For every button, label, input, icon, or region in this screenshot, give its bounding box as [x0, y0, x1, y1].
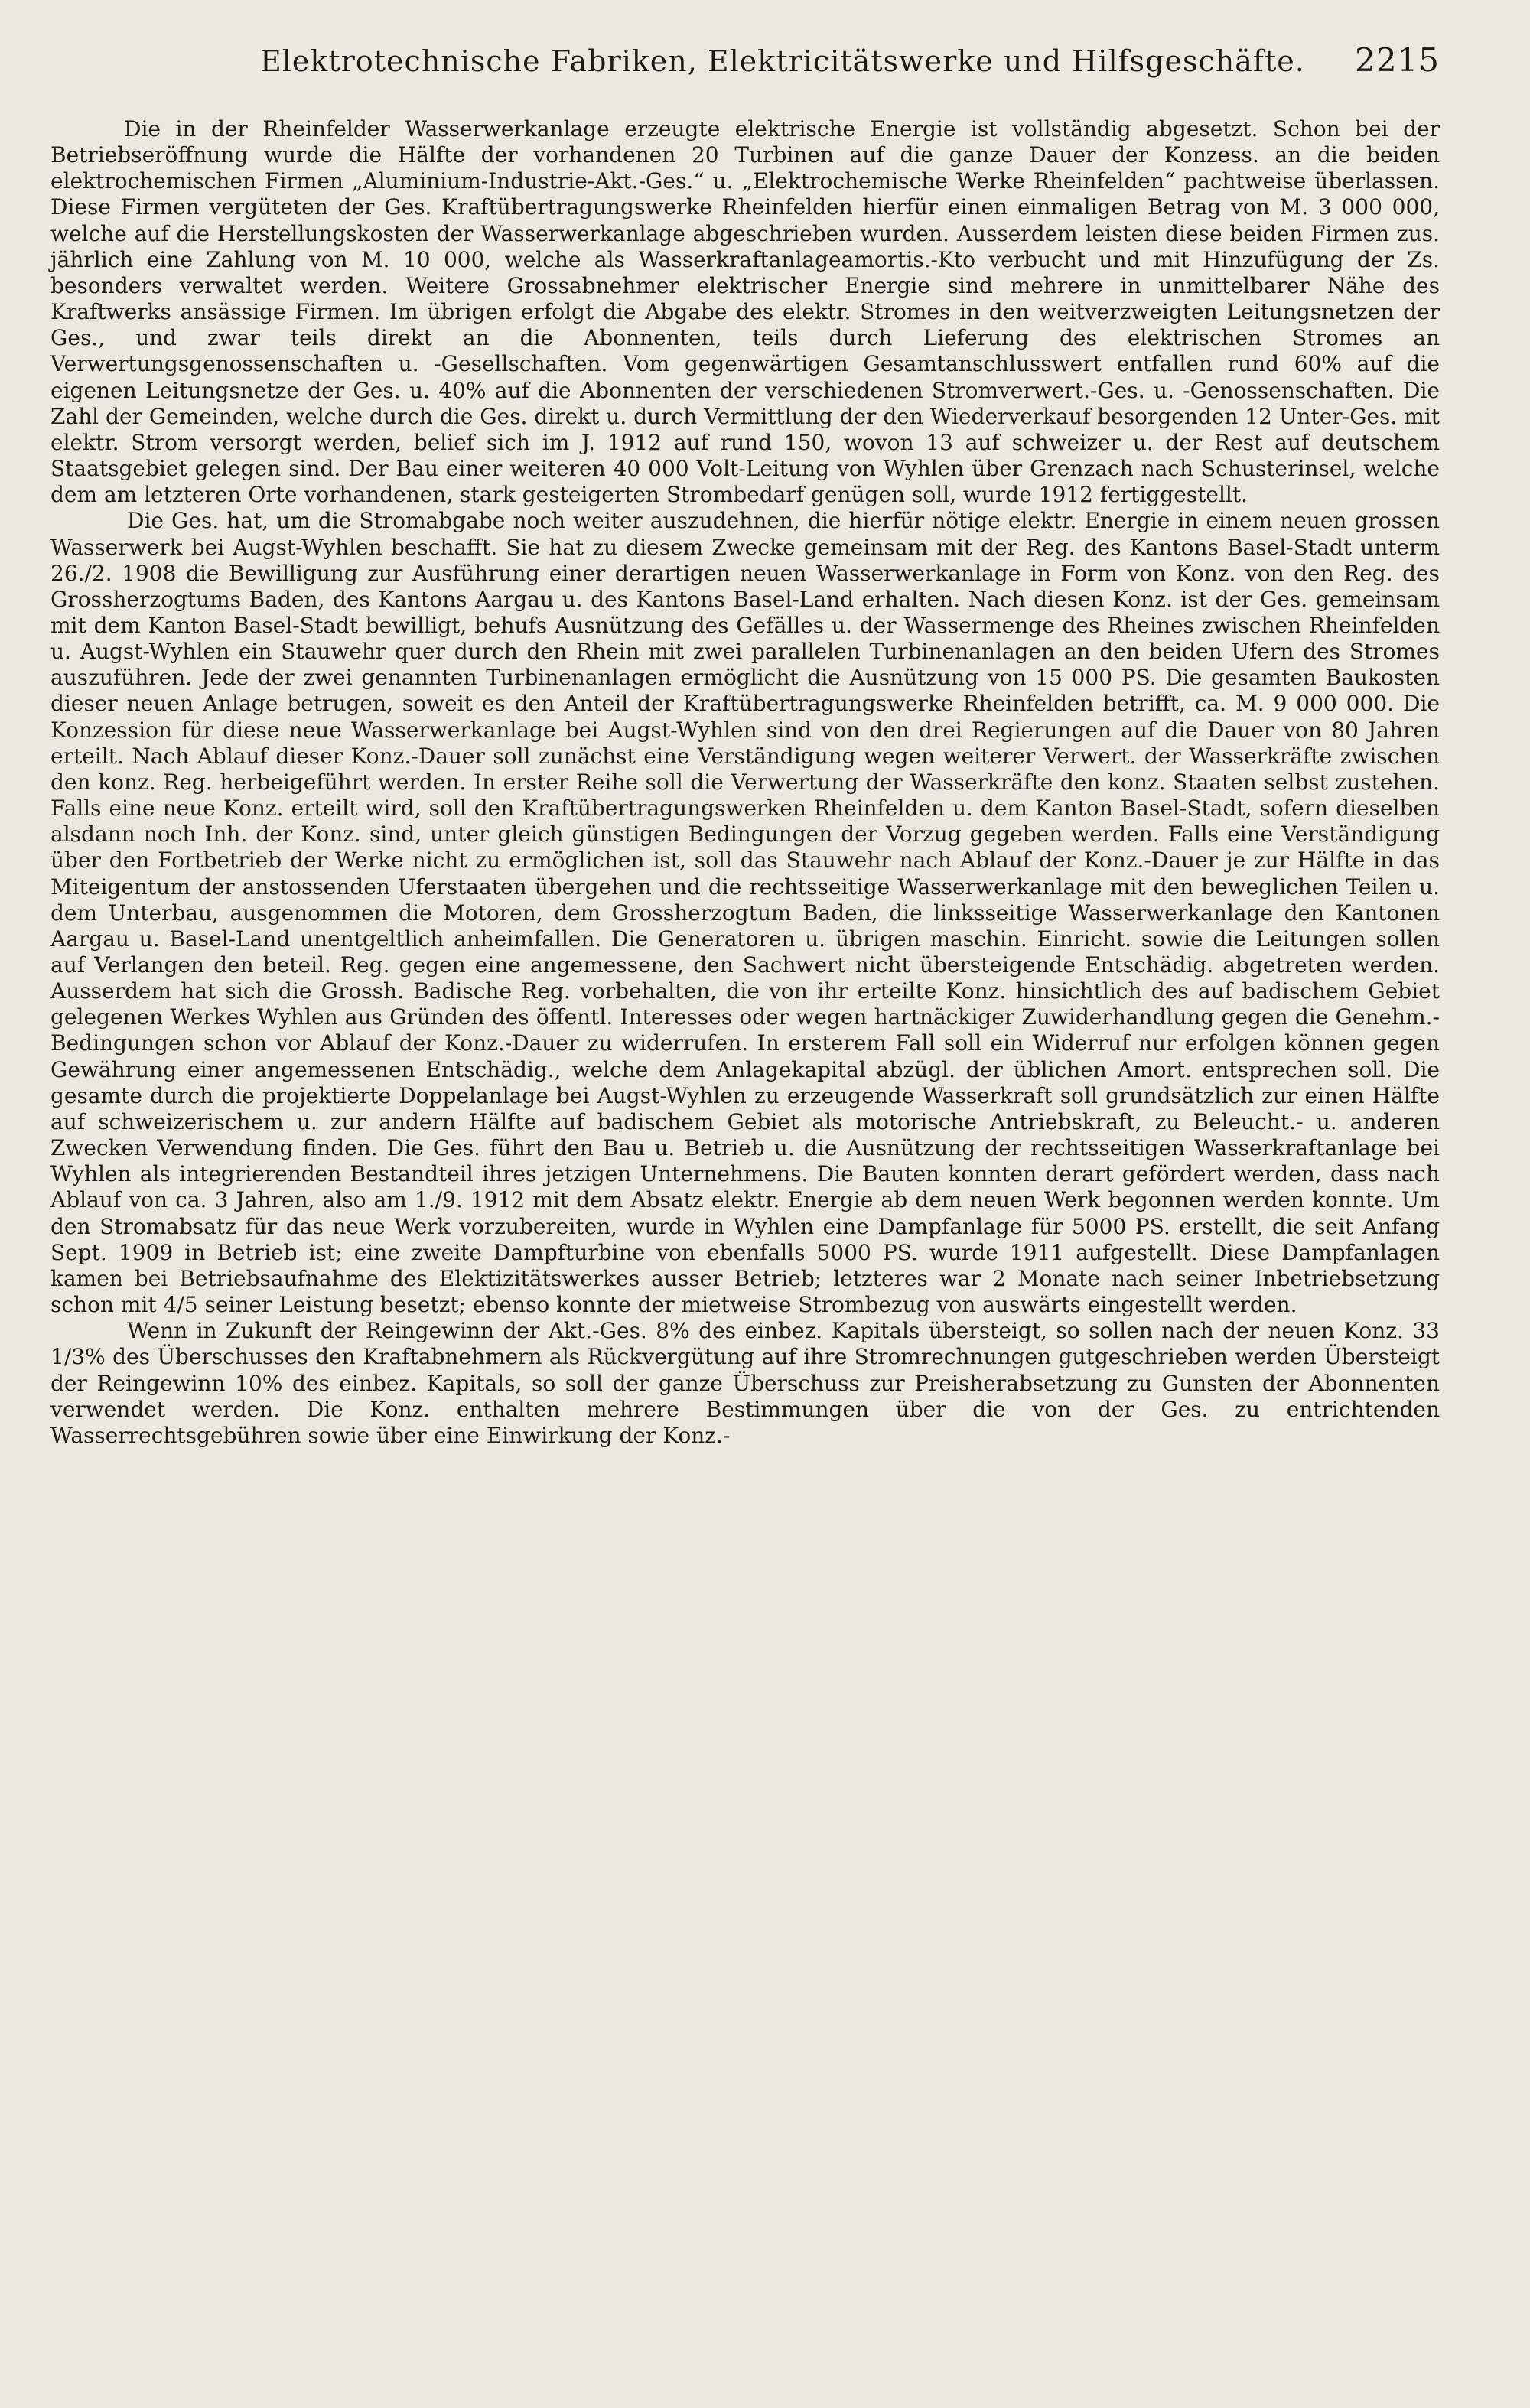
page-header — [0, 41, 1530, 90]
page-number: 2215 — [1355, 41, 1440, 79]
body-text — [50, 116, 1440, 1449]
paragraph-2: Die Ges. hat, um die Stromabgabe noch weiter auszudehnen, die hierfür nötige elektr. Energie in einem neuen grossen Wasserwerk bei Augst-Wyhlen beschafft. Sie hat zu diesem Zwecke gemeinsam mit der Reg. des Kantons Basel-Stadt unterm 26./2. 1908 die Bewilligung zur Ausführung einer derartigen neuen Wasserwerkanlage in Form von Konz. von den Reg. des Grossherzogtums Baden, des Kantons Aargau u. des Kantons Basel-Land erhalten. Nach diesen Konz. ist der Ges. gemeinsam mit dem Kanton Basel-Stadt bewilligt, behufs Ausnützung des Gefälles u. der Wassermenge des Rheines zwischen Rheinfelden u. Augst-Wyhlen ein Stauwehr quer durch den Rhein mit zwei parallelen Turbinenanlagen an den beiden Ufern des Stromes auszuführen. Jede der zwei genannten Turbinenanlagen ermöglicht die Ausnützung von 15 000 PS. Die gesamten Baukosten dieser neuen Anlage betrugen, soweit es den Anteil der Kraftübertragungswerke Rheinfelden betrifft, ca. M. 9 000 000. Die Konzession für diese neue Wasserwerkanlage bei Augst-Wyhlen sind von den drei Regierungen auf die Dauer von 80 Jahren erteilt. Nach Ablauf dieser Konz.-Dauer soll zunächst eine Verständigung wegen weiterer Verwert. der Wasserkräfte zwischen den konz. Reg. herbeigeführt werden. In erster Reihe soll die Verwertung der Wasserkräfte den konz. Staaten selbst zustehen. Falls eine neue Konz. erteilt wird, soll den Kraftübertragungswerken Rheinfelden u. dem Kanton Basel-Stadt, sofern dieselben alsdann noch Inh. der Konz. sind, unter gleich günstigen Bedingungen der Vorzug gegeben werden. Falls eine Verständigung über den Fortbetrieb der Werke nicht zu ermöglichen ist, soll das Stauwehr nach Ablauf der Konz.-Dauer je zur Hälfte in das Miteigentum der anstossenden Uferstaaten übergehen und die rechtsseitige Wasserwerkanlage mit den beweglichen Teilen u. dem Unterbau, ausgenommen die Motoren, dem Grossherzogtum Baden, die linksseitige Wasserwerkanlage den Kantonen Aargau u. Basel-Land unentgeltlich anheimfallen. Die Generatoren u. übrigen maschin. Einricht. sowie die Leitungen sollen auf Verlangen den beteil. Reg. gegen eine angemessene, den Sachwert nicht übersteigende Entschädig. abgetreten werden. Ausserdem hat sich die Grossh. Badische Reg. vorbehalten, die von ihr erteilte Konz. hinsichtlich des auf badischem Gebiet gelegenen Werkes Wyhlen aus Gründen des öffentl. Interesses oder wegen hartnäckiger Zuwiderhandlung gegen die Genehm.-Bedingungen schon vor Ablauf der Konz.-Dauer zu widerrufen. In ersterem Fall soll ein Widerruf nur erfolgen können gegen Gewährung einer angemessenen Entschädig., welche dem Anlagekapital abzügl. der üblichen Amort. entsprechen soll. Die gesamte durch die projektierte Doppelanlage bei Augst-Wyhlen zu erzeugende Wasserkraft soll grundsätzlich zur einen Hälfte auf schweizerischem u. zur andern Hälfte auf badischem Gebiet als motorische Antriebskraft, zu Beleucht.- u. anderen Zwecken Verwendung finden. Die Ges. führt den Bau u. Betrieb u. die Ausnützung der rechtsseitigen Wasserkraftanlage bei Wyhlen als integrierenden Bestandteil ihres jetzigen Unternehmens. Die Bauten konnten derart gefördert werden, dass nach Ablauf von ca. 3 Jahren, also am 1./9. 1912 mit dem Absatz elektr. Energie ab dem neuen Werk begonnen werden konnte. Um den Stromabsatz für das neue Werk vorzubereiten, wurde in Wyhlen eine Dampfanlage für 5000 PS. erstellt, die seit Anfang Sept. 1909 in Betrieb ist; eine zweite Dampfturbine von ebenfalls 5000 PS. wurde 1911 aufgestellt. Diese Dampfanlagen kamen bei Betriebsaufnahme des Elektizitätswerkes ausser Betrieb; letzteres war 2 Monate nach seiner Inbetriebsetzung schon mit 4/5 seiner Leistung besetzt; ebenso konnte der mietweise Strombezug von auswärts eingestellt werden. — [50, 508, 1440, 1318]
paragraph-1: Die in der Rheinfelder Wasserwerkanlage erzeugte elektrische Energie ist vollständig abgesetzt. Schon bei der Betriebseröffnung wurde die Hälfte der vorhandenen 20 Turbinen auf die ganze Dauer der Konzess. an die beiden elektrochemischen Firmen „Aluminium-Industrie-Akt.-Ges.“ u. „Elektrochemische Werke Rheinfelden“ pachtweise überlassen. Diese Firmen vergüteten der Ges. Kraftübertragungswerke Rheinfelden hierfür einen einmaligen Betrag von M. 3 000 000, welche auf die Herstellungskosten der Wasserwerkanlage abgeschrieben wurden. Ausserdem leisten diese beiden Firmen zus. jährlich eine Zahlung von M. 10 000, welche als Wasserkraftanlageamortis.-Kto verbucht und mit Hinzufügung der Zs. besonders verwaltet werden. Weitere Grossabnehmer elektrischer Energie sind mehrere in unmittelbarer Nähe des Kraftwerks ansässige Firmen. Im übrigen erfolgt die Abgabe des elektr. Stromes in den weitverzweigten Leitungsnetzen der Ges., und zwar teils direkt an die Abonnenten, teils durch Lieferung des elektrischen Stromes an Verwertungsgenossenschaften u. -Gesellschaften. Vom gegenwärtigen Gesamtanschlusswert entfallen rund 60% auf die eigenen Leitungsnetze der Ges. u. 40% auf die Abonnenten der verschiedenen Stromverwert.-Ges. u. -Genossenschaften. Die Zahl der Gemeinden, welche durch die Ges. direkt u. durch Vermittlung der den Wiederverkauf besorgenden 12 Unter-Ges. mit elektr. Strom versorgt werden, belief sich im J. 1912 auf rund 150, wovon 13 auf schweizer u. der Rest auf deutschem Staatsgebiet gelegen sind. Der Bau einer weiteren 40 000 Volt-Leitung von Wyhlen über Grenzach nach Schusterinsel, welche dem am letzteren Orte vorhandenen, stark gesteigerten Strombedarf genügen soll, wurde 1912 fertiggestellt. — [50, 116, 1440, 508]
paragraph-3: Wenn in Zukunft der Reingewinn der Akt.-Ges. 8% des einbez. Kapitals übersteigt, so sollen nach der neuen Konz. 33 1/3% des Überschusses den Kraftabnehmern als Rückvergütung auf ihre Stromrechnungen gutgeschrieben werden Übersteigt der Reingewinn 10% des einbez. Kapitals, so soll der ganze Überschuss zur Preisherabsetzung zu Gunsten der Abonnenten verwendet werden. Die Konz. enthalten mehrere Bestimmungen über die von der Ges. zu entrichtenden Wasserrechtsgebühren sowie über eine Einwirkung der Konz.- — [50, 1318, 1440, 1448]
running-title: Elektrotechnische Fabriken, Elektricitätswerke und Hilfsgeschäfte. — [260, 44, 1305, 78]
